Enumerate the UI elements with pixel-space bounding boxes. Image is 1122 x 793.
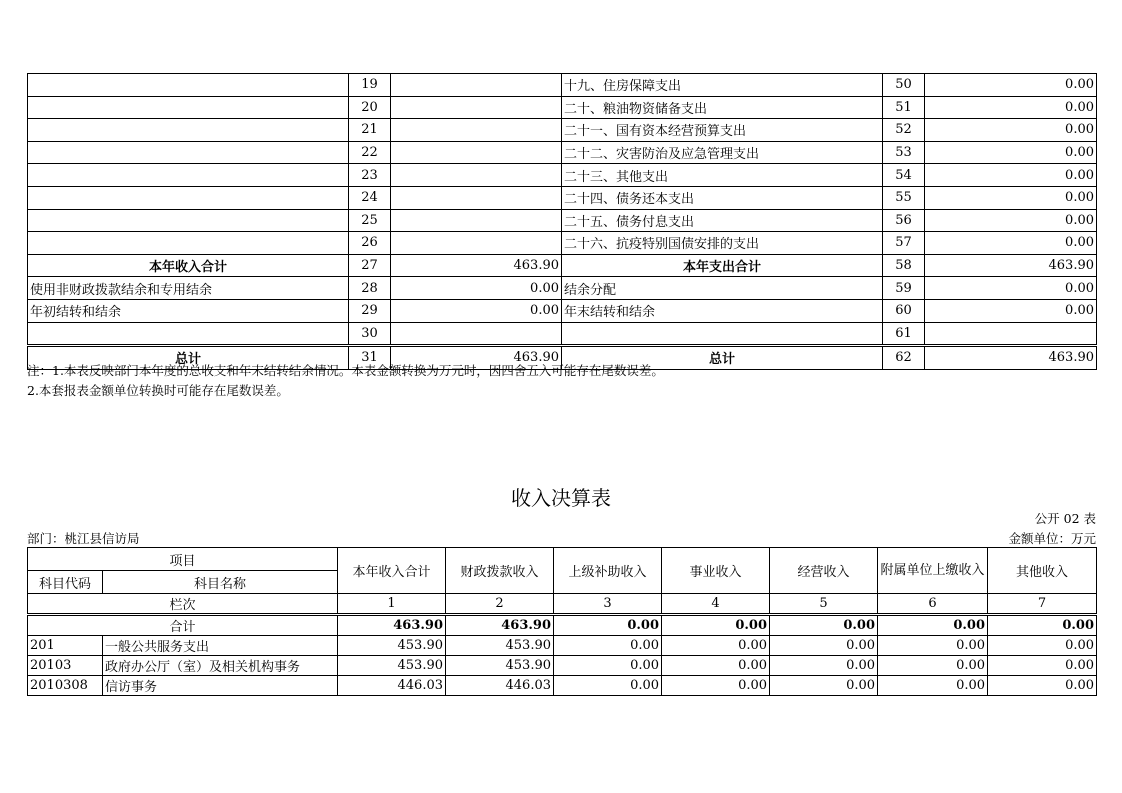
- lanci-num: 6: [878, 594, 988, 615]
- lanci-num: 3: [554, 594, 662, 615]
- table-row: [28, 186, 1097, 209]
- total-value: 463.90: [338, 615, 446, 636]
- cell-r-val: 0.00: [925, 119, 1097, 142]
- cell-r-val: 0.00: [925, 141, 1097, 164]
- header-col-7: 其他收入: [988, 548, 1097, 594]
- subject-code: 201: [28, 636, 103, 656]
- lanci-row: [28, 594, 1097, 615]
- cell-r-val: 463.90: [925, 346, 1097, 370]
- cell-l-name: [28, 232, 349, 255]
- amount-cell: 0.00: [988, 636, 1097, 656]
- cell-l-val: [391, 96, 562, 119]
- cell-r-no: 54: [883, 164, 925, 187]
- cell-l-val: [391, 141, 562, 164]
- cell-l-name: [28, 141, 349, 164]
- header-col-4: 事业收入: [662, 548, 770, 594]
- cell-l-val: [391, 322, 562, 346]
- cell-l-val: 0.00: [391, 277, 562, 300]
- table-row: [28, 232, 1097, 255]
- header-item: 项目: [28, 548, 338, 571]
- total-value: 463.90: [446, 615, 554, 636]
- cell-l-no: 23: [349, 164, 391, 187]
- cell-l-val: [391, 119, 562, 142]
- subject-code: 20103: [28, 656, 103, 676]
- lanci-num: 1: [338, 594, 446, 615]
- cell-l-val: [391, 186, 562, 209]
- cell-l-no: 26: [349, 232, 391, 255]
- cell-l-val: [391, 74, 562, 97]
- amount-cell: 453.90: [446, 636, 554, 656]
- table-row: [28, 164, 1097, 187]
- header-col-2: 财政拨款收入: [446, 548, 554, 594]
- cell-l-no: 22: [349, 141, 391, 164]
- amount-cell: 0.00: [662, 656, 770, 676]
- lanci-num: 2: [446, 594, 554, 615]
- subject-code: 2010308: [28, 676, 103, 696]
- cell-l-name: [28, 96, 349, 119]
- cell-r-no: 58: [883, 254, 925, 277]
- cell-r-name: 年末结转和结余: [562, 299, 883, 322]
- note-line-1: 注：1.本表反映部门本年度的总收支和年末结转结余情况。本表金额转换为万元时，因四舍五入可能存在尾数误差。: [27, 363, 664, 378]
- cell-r-no: 53: [883, 141, 925, 164]
- cell-r-no: 62: [883, 346, 925, 370]
- amount-cell: 0.00: [770, 676, 878, 696]
- cell-r-name: 本年支出合计: [562, 254, 883, 277]
- table-row: [28, 656, 1097, 676]
- table-row: [28, 209, 1097, 232]
- amount-cell: 0.00: [988, 656, 1097, 676]
- cell-l-name: 总计: [28, 346, 349, 370]
- cell-r-no: 55: [883, 186, 925, 209]
- cell-l-name: 年初结转和结余: [28, 299, 349, 322]
- table-row: [28, 676, 1097, 696]
- amount-cell: 0.00: [554, 636, 662, 656]
- total-value: 0.00: [770, 615, 878, 636]
- header-col-5: 经营收入: [770, 548, 878, 594]
- table-row: [28, 277, 1097, 300]
- amount-cell: 0.00: [878, 676, 988, 696]
- total-value: 0.00: [662, 615, 770, 636]
- amount-cell: 0.00: [662, 676, 770, 696]
- total-value: 0.00: [988, 615, 1097, 636]
- cell-r-no: 60: [883, 299, 925, 322]
- cell-r-name: 二十二、灾害防治及应急管理支出: [562, 141, 883, 164]
- cell-l-no: 29: [349, 299, 391, 322]
- amount-cell: 0.00: [554, 676, 662, 696]
- amount-cell: 453.90: [338, 636, 446, 656]
- income-table: [27, 547, 1097, 696]
- cell-l-name: [28, 209, 349, 232]
- cell-r-val: [925, 322, 1097, 346]
- cell-r-name: [562, 322, 883, 346]
- cell-r-no: 52: [883, 119, 925, 142]
- table-row: [28, 141, 1097, 164]
- cell-r-name: 十九、住房保障支出: [562, 74, 883, 97]
- cell-l-val: 463.90: [391, 254, 562, 277]
- cell-l-no: 20: [349, 96, 391, 119]
- lanci-num: 7: [988, 594, 1097, 615]
- cell-r-name: 二十、粮油物资储备支出: [562, 96, 883, 119]
- table-row: [28, 254, 1097, 277]
- subject-name: 政府办公厅（室）及相关机构事务: [103, 656, 338, 676]
- cell-r-val: 0.00: [925, 277, 1097, 300]
- cell-l-name: [28, 119, 349, 142]
- income-table-title: 收入决算表: [511, 486, 611, 510]
- header-col-3: 上级补助收入: [554, 548, 662, 594]
- header-col-1: 本年收入合计: [338, 548, 446, 594]
- amount-cell: 446.03: [446, 676, 554, 696]
- table-row: [28, 119, 1097, 142]
- cell-l-name: [28, 164, 349, 187]
- total-value: 0.00: [554, 615, 662, 636]
- cell-r-val: 0.00: [925, 299, 1097, 322]
- cell-l-val: [391, 209, 562, 232]
- amount-cell: 0.00: [878, 656, 988, 676]
- cell-r-no: 57: [883, 232, 925, 255]
- balance-table: [27, 73, 1097, 370]
- cell-r-no: 61: [883, 322, 925, 346]
- total-value: 0.00: [878, 615, 988, 636]
- amount-cell: 0.00: [988, 676, 1097, 696]
- note-line-2: 2.本套报表金额单位转换时可能存在尾数误差。: [27, 383, 289, 398]
- cell-l-no: 28: [349, 277, 391, 300]
- cell-l-no: 31: [349, 346, 391, 370]
- cell-r-val: 0.00: [925, 164, 1097, 187]
- amount-cell: 0.00: [878, 636, 988, 656]
- cell-r-val: 0.00: [925, 209, 1097, 232]
- subject-name: 信访事务: [103, 676, 338, 696]
- header-col-6: 附属单位上缴收入: [878, 548, 988, 594]
- cell-l-no: 21: [349, 119, 391, 142]
- cell-r-name: 结余分配: [562, 277, 883, 300]
- amount-cell: 0.00: [554, 656, 662, 676]
- cell-l-name: 使用非财政拨款结余和专用结余: [28, 277, 349, 300]
- cell-l-val: [391, 164, 562, 187]
- cell-l-val: 0.00: [391, 299, 562, 322]
- header-code: 科目代码: [28, 571, 103, 594]
- cell-l-name: [28, 322, 349, 346]
- cell-r-name: 二十一、国有资本经营预算支出: [562, 119, 883, 142]
- cell-r-no: 59: [883, 277, 925, 300]
- header-row-1: [28, 548, 1097, 571]
- amount-cell: 0.00: [770, 636, 878, 656]
- cell-r-name: 总计: [562, 346, 883, 370]
- unit-label: 金额单位：万元: [1008, 531, 1096, 546]
- total-label: 合计: [28, 615, 338, 636]
- cell-l-name: [28, 74, 349, 97]
- cell-l-no: 25: [349, 209, 391, 232]
- department-label: 部门：桃江县信访局: [27, 531, 140, 546]
- cell-l-no: 24: [349, 186, 391, 209]
- cell-l-no: 30: [349, 322, 391, 346]
- cell-r-val: 0.00: [925, 186, 1097, 209]
- table-row: [28, 636, 1097, 656]
- cell-r-name: 二十六、抗疫特别国债安排的支出: [562, 232, 883, 255]
- form-number: 公开 02 表: [1034, 511, 1096, 526]
- subject-name: 一般公共服务支出: [103, 636, 338, 656]
- lanci-num: 5: [770, 594, 878, 615]
- amount-cell: 0.00: [770, 656, 878, 676]
- table-row: [28, 322, 1097, 346]
- amount-cell: 453.90: [338, 656, 446, 676]
- cell-l-name: [28, 186, 349, 209]
- cell-r-no: 50: [883, 74, 925, 97]
- cell-r-name: 二十四、债务还本支出: [562, 186, 883, 209]
- cell-l-name: 本年收入合计: [28, 254, 349, 277]
- header-name: 科目名称: [103, 571, 338, 594]
- cell-l-no: 19: [349, 74, 391, 97]
- lanci-num: 4: [662, 594, 770, 615]
- amount-cell: 446.03: [338, 676, 446, 696]
- total-row: [28, 615, 1097, 636]
- lanci-label: 栏次: [28, 594, 338, 615]
- table-row: [28, 74, 1097, 97]
- cell-r-no: 56: [883, 209, 925, 232]
- cell-r-val: 463.90: [925, 254, 1097, 277]
- cell-l-val: 463.90: [391, 346, 562, 370]
- cell-l-no: 27: [349, 254, 391, 277]
- table-row: [28, 96, 1097, 119]
- cell-r-name: 二十三、其他支出: [562, 164, 883, 187]
- cell-r-no: 51: [883, 96, 925, 119]
- amount-cell: 453.90: [446, 656, 554, 676]
- cell-r-val: 0.00: [925, 74, 1097, 97]
- cell-r-val: 0.00: [925, 232, 1097, 255]
- cell-l-val: [391, 232, 562, 255]
- cell-r-name: 二十五、债务付息支出: [562, 209, 883, 232]
- table-row: [28, 299, 1097, 322]
- amount-cell: 0.00: [662, 636, 770, 656]
- cell-r-val: 0.00: [925, 96, 1097, 119]
